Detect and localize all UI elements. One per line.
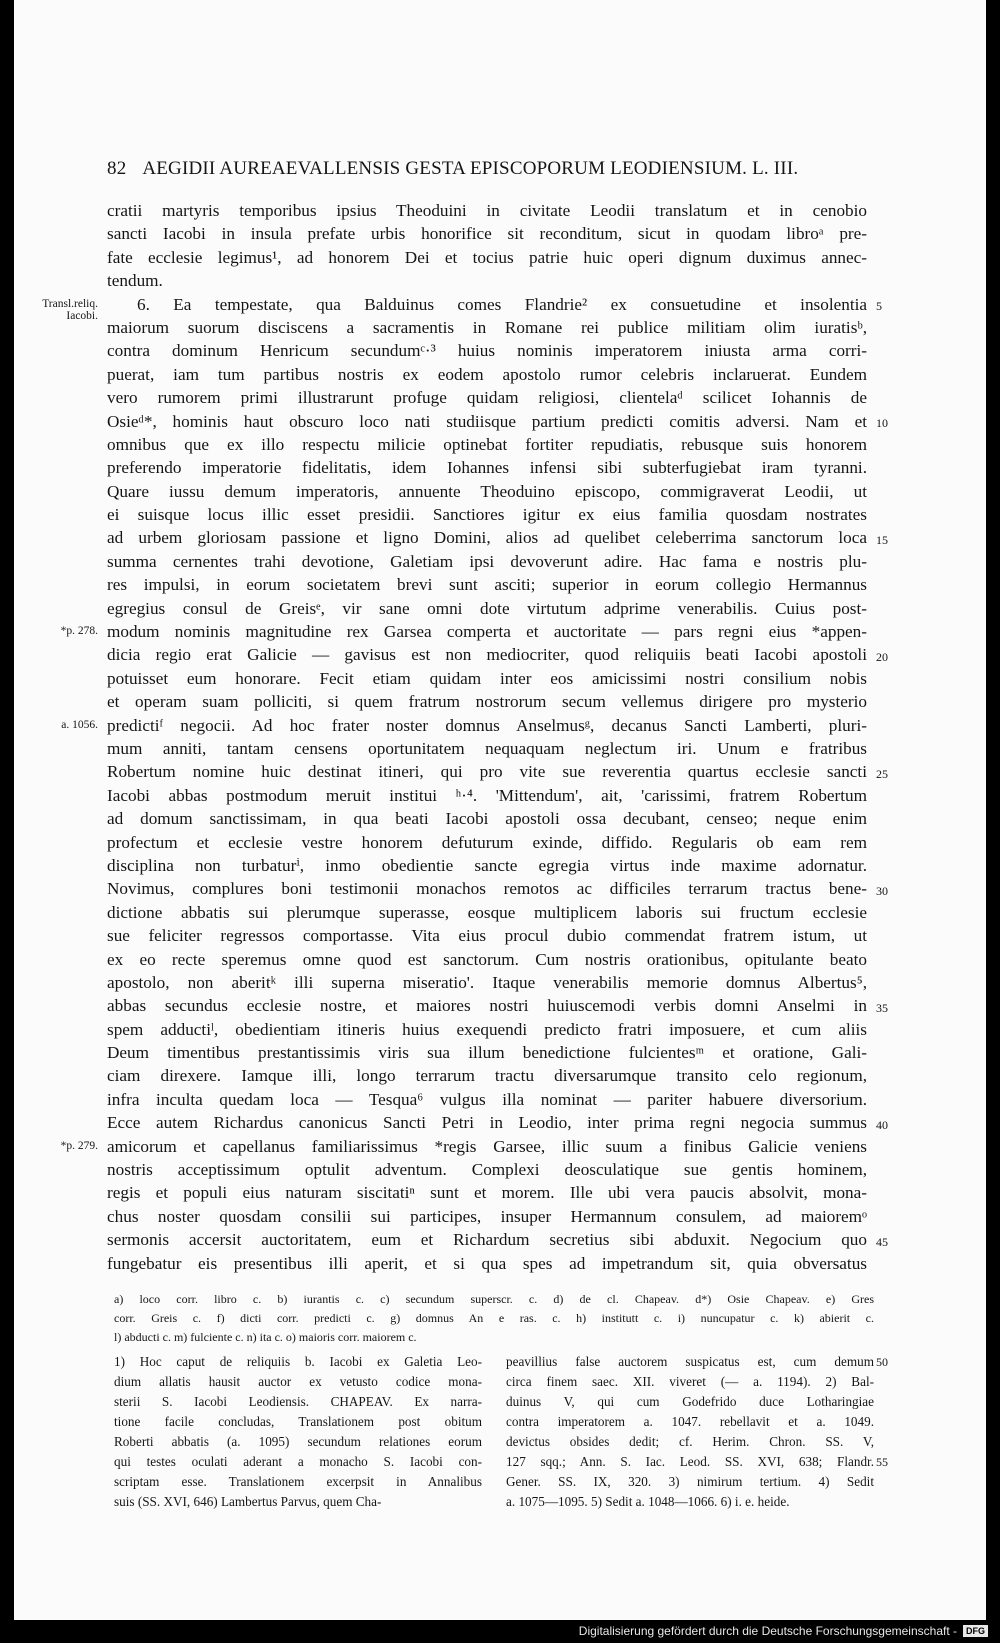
text-line: apostolo, non aberitᵏ illi superna miseratio'. Itaque venerabilis memorie domnus Albertus⁵, (107, 972, 867, 992)
line-number: 30 (876, 883, 888, 898)
footnote-line: dium allatis hausit auctor ex vetusto codice mona- (114, 1374, 482, 1389)
text-line: egregius consul de Greisᵉ, vir sane omni dote virtutum adprime venerabilis. Cuius post- (107, 598, 867, 618)
text-line: 6. Ea tempestate, qua Balduinus comes Flandrie² ex consuetudine et insolentia (137, 294, 867, 314)
text-line: profectum et ecclesie vestre honorem defuturum exinde, diffido. Regularis ob eam rem (107, 832, 867, 852)
text-line: nostris acceptissimum optulit adventum. Complexi deosculatique sue gentis hominem, (107, 1160, 867, 1180)
page-number: 82 (107, 158, 127, 179)
footnote-line: a. 1075—1095. 5) Sedit a. 1048—1066. 6) i. e. heide. (506, 1494, 790, 1509)
text-line: preferendo imperatorie fidelitatis, idem Iohannes infensi sibi subterfugiebat iram tyranni. (107, 458, 867, 478)
text-line: mum anniti, tantam censens oportunitatem nequaquam neglectum iri. Unum e fratribus (107, 738, 867, 758)
text-line: Novimus, complures boni testimonii monachos remotos ac difficiles terrarum tractus bene- (107, 879, 867, 899)
text-line: vero rumorem primi illustrarunt profuge quidam religiosi, clientelaᵈ scilicet Iohannis de (107, 388, 867, 408)
footnote-line-number: 55 (876, 1455, 888, 1469)
running-title: AEGIDII AUREAEVALLENSIS GESTA EPISCOPORUM LEODIENSIUM. L. III. (142, 158, 799, 179)
text-line: predictiᶠ negocii. Ad hoc frater noster domnus Anselmusᵍ, decanus Sancti Lamberti, pluri- (107, 715, 867, 735)
line-number: 20 (876, 649, 888, 664)
text-line: summa cernentes trahi devotione, Galetiam ipsi devoverunt adire. Hac fama e nostris plu- (107, 551, 867, 571)
text-line: sue feliciter regressos comportasse. Vita eius procul dubio commendat fratrem istum, ut (107, 926, 867, 946)
text-line: regis et populi eius naturam siscitatiⁿ sunt et morem. Ille ubi vera paucis absolvit, mona- (107, 1183, 867, 1203)
line-number: 10 (876, 415, 888, 430)
text-line: Robertum nomine huic destinat itineri, qui pro vite sue reverentia quartus ecclesie sancti (107, 762, 867, 782)
footer-credit (579, 1624, 988, 1638)
margin-note: *p. 279. (60, 1140, 98, 1152)
footnote-line: duinus V, qui cum Godefrido duce Lotharingiae (506, 1394, 874, 1409)
text-line: fate ecclesie legimus¹, ad honorem Dei et tocius patrie huic operi dignum duximus annec- (107, 247, 867, 267)
text-line: sancti Iacobi in insula prefate urbis honorifice sit reconditum, sicut in quodam libroᵃ pre- (107, 224, 867, 244)
footnotes-right-column (506, 1352, 874, 1512)
footnote-line: 1) Hoc caput de reliquiis b. Iacobi ex Galetia Leo- (114, 1354, 482, 1369)
line-number: 40 (876, 1117, 888, 1132)
text-line: chus noster quosdam consilii sui participes, insuper Hermannum consulem, ad maioremᵒ (107, 1206, 867, 1226)
footnote-line: qui testes oculati aderant a monacho S. Iacobi con- (114, 1454, 482, 1469)
margin-note: Transl.reliq. Iacobi. (42, 297, 98, 322)
footnote-line: devictus obsides dedit; cf. Herim. Chron. SS. V, (506, 1434, 874, 1449)
footnote-line: tione facile concludas, Translationem post obitum (114, 1414, 482, 1429)
text-line: tendum. (107, 271, 163, 291)
footnote-line: suis (SS. XVI, 646) Lambertus Parvus, quem Cha- (114, 1494, 382, 1509)
line-number: 35 (876, 1000, 888, 1015)
margin-note: *p. 278. (60, 625, 98, 638)
variant-line: a) loco corr. libro c. b) iurantis c. c) secundum superscr. c. d) de cl. Chapeav. d*) Osie Chapeav. e) Gres (114, 1292, 874, 1306)
text-line: Ecce autem Richardus canonicus Sancti Petri in Leodio, inter prima regni negocia summus (107, 1113, 867, 1133)
text-line: sermonis accersit auctoritatem, eum et Richardum secretius sibi abduxit. Negocium quo (107, 1230, 867, 1250)
footnote-line: Roberti abbatis (a. 1095) secundum relationes eorum (114, 1434, 482, 1449)
variant-line: corr. Greis c. f) dicti corr. predicti c. g) domnus An e ras. c. h) institutt c. i) nuncupatur c. k) abierit c. (114, 1311, 874, 1325)
line-number: 25 (876, 766, 888, 781)
line-number: 5 (876, 298, 882, 313)
text-line: abbas secundus ecclesie nostre, et maiores nostri huiuscemodi verbis domni Anselmi in (107, 996, 867, 1016)
footnote-line: contra imperatorem a. 1047. rebellavit et a. 1049. (506, 1414, 874, 1429)
text-line: Osieᵈ*, hominis haut obscuro loco nati studiisque partium predicti comitis adversi. Nam et (107, 411, 867, 431)
text-line: et operam suam polliciti, si quem fratrum nostrorum secum vellemus dirigere pro mysterio (107, 692, 867, 712)
text-line: disciplina non turbaturⁱ, inmo obedientie sancte egregia virtus inde maxime adornatur. (107, 855, 867, 875)
text-line: res impulsi, in eorum societatem brevi sunt asciti; superior in eorum collegio Hermannus (107, 575, 867, 595)
text-line: omnibus que ex illo respectu milicie optinebat fortiter repudiatis, rebusque suis honorem (107, 434, 867, 454)
dfg-logo: DFG (963, 1625, 988, 1637)
text-line: dicia regio erat Galicie — gavisus est non mediocriter, quod reliquiis beati Iacobi apostoli (107, 645, 867, 665)
text-line: maiorum suorum disciscens a sacramentis in Romane rei publice militiam olim iuratisᵇ, (107, 317, 867, 337)
footnote-line-number: 50 (876, 1355, 888, 1369)
footnote-line: scriptam esse. Translationem excerpsit in Annalibus (114, 1474, 482, 1489)
text-line: fungebatur eis presentibus illi aperit, et si qua spes ad impetrandum sit, quia obversatus (107, 1253, 867, 1273)
text-line: ei suisque locus illic esset presidii. Sanctiores igitur ex eius familia quosdam nostrates (107, 505, 867, 525)
footnote-line: Gener. SS. IX, 320. 3) nimirum tertium. 4) Sedit (506, 1474, 874, 1489)
margin-note: a. 1056. (61, 718, 98, 731)
scanned-page (14, 0, 986, 1620)
text-line: modum nominis magnitudine rex Garsea comperta et auctoritate — pars regni eius *appen- (107, 622, 867, 642)
text-line: Deum timentibus prestantissimis viris sua illum benedictione fulcientesᵐ et oratione, Gali- (107, 1043, 867, 1063)
running-header (107, 158, 867, 180)
line-number: 45 (876, 1234, 888, 1249)
text-line: ad urbem gloriosam passione et ligno Domini, alios ad quelibet celeberrima sanctorum loca (107, 528, 867, 548)
text-line: spem adductiˡ, obedientiam itineris huius exequendi predicto fratri imposuere, et cum aliis (107, 1019, 867, 1039)
main-text (107, 199, 867, 1275)
footnote-line: sterii S. Iacobi Leodiensis. CHAPEAV. Ex narra- (114, 1394, 482, 1409)
text-line: amicorum et capellanus familiarissimus *regis Garsee, illic suum a finibus Galicie veniens (107, 1136, 867, 1156)
footnote-line: 127 sqq.; Ann. S. Iac. Leod. SS. XVI, 638; Flandr. (506, 1454, 874, 1469)
text-line: ex eo recte speremus omne quod est sanctorum. Cum nostris orationibus, opitulante beato (107, 949, 867, 969)
footnote-line: circa finem saec. XII. viveret (— a. 1194). 2) Bal- (506, 1374, 874, 1389)
text-line: cratii martyris temporibus ipsius Theoduini in civitate Leodii translatum et in cenobio (107, 201, 867, 220)
text-line: puerat, iam tum partibus nostris ex eodem apostolo rumor celebris inclaruerat. Eundem (107, 364, 867, 384)
footer-credit-text: Digitalisierung gefördert durch die Deutsche Forschungsgemeinschaft - (578, 1624, 957, 1638)
textual-variants (114, 1290, 874, 1347)
text-line: ciam direxere. Iamque illi, longo terrarum tractu diversarumque transito celo regionum, (107, 1066, 867, 1086)
text-line: ad domum sanctissimam, in qua beati Iacobi apostoli ossa decubant, censeo; neque enim (107, 809, 867, 829)
footnotes-left-column (114, 1352, 482, 1512)
text-line: potuisset eum honorare. Fecit etiam quidam inter eos amicissimi nostri consilium nobis (107, 668, 867, 688)
text-line: Quare iussu demum imperatoris, annuente Theoduino episcopo, commigraverat Leodii, ut (107, 481, 867, 501)
text-line: contra dominum Henricum secundumᶜ·³ huius nominis imperatorem iniusta arma corri- (107, 341, 867, 361)
text-line: dictione abbatis sui plerumque superasse, eosque multiplicem laboris sui fructum ecclesie (107, 902, 867, 922)
variant-line: l) abducti c. m) fulciente c. n) ita c. o) maioris corr. maiorem c. (114, 1330, 417, 1344)
text-line: Iacobi abbas postmodum meruit institui ʰ·⁴. 'Mittendum', ait, 'carissimi, fratrem Robertum (107, 785, 867, 805)
text-line: infra inculta quedam loca — Tesqua⁶ vulgus illa nominat — pariter habuere diversorium. (107, 1089, 867, 1109)
line-number: 15 (876, 532, 888, 547)
footnote-line: peavillius false auctorem suspicatus est, cum demum (506, 1354, 874, 1369)
